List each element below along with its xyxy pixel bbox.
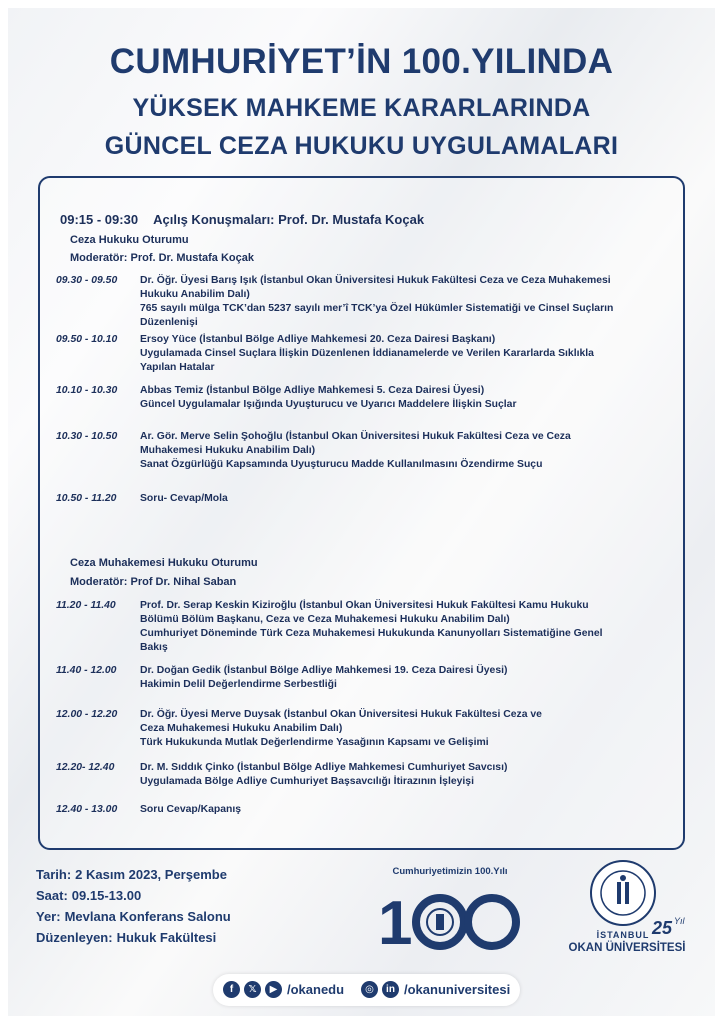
entry-line: Düzenlenişi	[140, 317, 198, 328]
facebook-icon[interactable]: f	[223, 981, 240, 998]
entry-time: 09.30 - 09.50	[56, 275, 118, 286]
entry-line: Dr. Doğan Gedik (İstanbul Bölge Adliye Mahkemesi 19. Ceza Dairesi Üyesi)	[140, 665, 508, 676]
entry-line: Uygulamada Bölge Adliye Cumhuriyet Başsavcılığı İtirazının İşleyişi	[140, 776, 474, 787]
entry-line: Cumhuriyet Döneminde Türk Ceza Muhakemesi Hukukunda Kanunyolları Sistematiğine Genel	[140, 628, 603, 639]
anniversary-suffix: Yıl	[674, 916, 685, 926]
poster	[8, 8, 715, 1016]
entry-line: Hukuku Anabilim Dalı)	[140, 289, 250, 300]
entry-body	[140, 761, 676, 789]
entry-body	[140, 384, 676, 412]
entry-line: Ceza Muhakemesi Hukuku Anabilim Dalı)	[140, 723, 343, 734]
entry-line: Muhakemesi Hukuku Anabilim Dalı)	[140, 445, 316, 456]
entry-line: Uygulamada Cinsel Suçlara İlişkin Düzenlenen İddianamelerde ve Verilen Kararlarda Sıklıkla	[140, 348, 594, 359]
program-box	[38, 176, 685, 850]
youtube-icon[interactable]: ▶	[265, 981, 282, 998]
entry-time: 11.20 - 11.40	[56, 600, 116, 611]
organizer-row: Düzenleyen: Hukuk Fakültesi	[36, 930, 217, 945]
entry-line: Sanat Özgürlüğü Kapsamında Uyuşturucu Madde Kullanılmasını Özendirme Suçu	[140, 459, 543, 470]
session2-title: Ceza Muhakemesi Hukuku Oturumu	[70, 557, 258, 569]
event-place: Mevlana Konferans Salonu	[64, 909, 231, 924]
entry-line: Soru Cevap/Kapanış	[140, 804, 242, 815]
opening-label: Açılış Konuşmaları:	[153, 212, 275, 227]
logo100-graphic	[370, 866, 530, 956]
entry-line: Dr. Öğr. Üyesi Barış Işık (İstanbul Okan Üniversitesi Hukuk Fakültesi Ceza ve Ceza Muhakemesi	[140, 275, 611, 286]
entry-line: Bölümü Bölüm Başkanu, Ceza ve Ceza Muhakemesi Hukuku Anabilim Dalı)	[140, 614, 510, 625]
entry-time: 12.40 - 13.00	[56, 804, 118, 815]
x-icon[interactable]: 𝕏	[244, 981, 261, 998]
logo100-caption: Cumhuriyetimizin 100.Yılı	[392, 866, 508, 877]
entry-line: Güncel Uygulamalar Işığında Uyuşturucu ve Uyarıcı Maddelere İlişkin Suçlar	[140, 399, 517, 410]
opening-time: 09:15 - 09:30	[60, 212, 139, 227]
entry-line: Türk Hukukunda Mutlak Değerlendirme Yasağının Kapsamı ve Gelişimi	[140, 737, 489, 748]
cumhuriyet-100-logo	[370, 866, 530, 956]
linkedin-icon[interactable]: in	[382, 981, 399, 998]
entry-line: Ersoy Yüce (İstanbul Bölge Adliye Mahkemesi 20. Ceza Dairesi Başkanı)	[140, 334, 496, 345]
entry-body	[140, 803, 676, 817]
entry-time: 09.50 - 10.10	[56, 334, 118, 345]
event-time: 09.15-13.00	[71, 888, 142, 903]
entry-time: 11.40 - 12.00	[56, 665, 117, 676]
title-line-1: CUMHURİYET’İN 100.YILINDA	[109, 42, 614, 81]
entry-line: Abbas Temiz (İstanbul Bölge Adliye Mahkemesi 5. Ceza Dairesi Üyesi)	[140, 385, 485, 396]
okan-seal-icon	[588, 858, 658, 928]
entry-line: Dr. M. Sıddık Çinko (İstanbul Bölge Adliye Mahkemesi Cumhuriyet Savcısı)	[140, 762, 508, 773]
opening-speaker: Prof. Dr. Mustafa Koçak	[278, 212, 425, 227]
entry-line: 765 sayılı mülga TCK’dan 5237 sayılı mer’î TCK’ya Özel Hükümler Sistematiği ve Cinsel Suçların	[140, 303, 614, 314]
place-row: Yer: Mevlana Konferans Salonu	[36, 909, 231, 924]
title-line-3: GÜNCEL CEZA HUKUKU UYGULAMALARI	[104, 132, 619, 160]
entry-body	[140, 708, 676, 750]
svg-text:1: 1	[378, 889, 413, 956]
entry-line: Hakimin Delil Değerlendirme Serbestliği	[140, 679, 337, 690]
anniversary-25: 25	[652, 918, 673, 938]
social-handle-1[interactable]: /okanedu	[287, 982, 345, 997]
time-row: Saat: 09.15-13.00	[36, 888, 142, 903]
entry-body	[140, 430, 676, 472]
entry-body	[140, 274, 676, 330]
entry-line: Dr. Öğr. Üyesi Merve Duysak (İstanbul Okan Üniversitesi Hukuk Fakültesi Ceza ve	[140, 709, 542, 720]
okan-logo-line2: OKAN ÜNİVERSİTESİ	[568, 942, 686, 954]
opening-row	[60, 212, 424, 227]
entry-time: 12.20- 12.40	[56, 762, 115, 773]
date-row: Tarih: 2 Kasım 2023, Perşembe	[36, 867, 227, 882]
entry-time: 12.00 - 12.20	[56, 709, 118, 720]
title-line-2: YÜKSEK MAHKEME KARARLARINDA	[132, 94, 591, 122]
entry-time: 10.50 - 11.20	[56, 493, 117, 504]
entry-line: Yapılan Hatalar	[140, 362, 215, 373]
session1-moderator: Moderatör: Prof. Dr. Mustafa Koçak	[70, 252, 254, 264]
okan-university-logo	[568, 858, 700, 968]
social-bar	[213, 974, 520, 1006]
session2-moderator: Moderatör: Prof Dr. Nihal Saban	[70, 576, 237, 588]
entry-time: 10.10 - 10.30	[56, 385, 118, 396]
entry-line: Soru- Cevap/Mola	[140, 493, 228, 504]
entry-body	[140, 333, 676, 375]
entry-body	[140, 664, 676, 692]
entry-body	[140, 492, 676, 506]
event-date: 2 Kasım 2023, Perşembe	[75, 867, 227, 882]
entry-line: Ar. Gör. Merve Selin Şohoğlu (İstanbul Okan Üniversitesi Hukuk Fakültesi Ceza ve Ceza	[140, 431, 571, 442]
okan-logo-line1: İSTANBUL	[596, 930, 650, 940]
event-organizer: Hukuk Fakültesi	[116, 930, 217, 945]
social-handle-2[interactable]: /okanuniversitesi	[404, 982, 511, 997]
entry-line: Prof. Dr. Serap Keskin Kiziroğlu (İstanbul Okan Üniversitesi Hukuk Fakültesi Kamu Hukuku	[140, 600, 589, 611]
entry-body	[140, 599, 676, 655]
event-info	[36, 864, 231, 948]
instagram-icon[interactable]: ◎	[361, 981, 378, 998]
entry-line: Bakış	[140, 642, 168, 653]
session1-title: Ceza Hukuku Oturumu	[70, 234, 189, 246]
entry-time: 10.30 - 10.50	[56, 431, 118, 442]
